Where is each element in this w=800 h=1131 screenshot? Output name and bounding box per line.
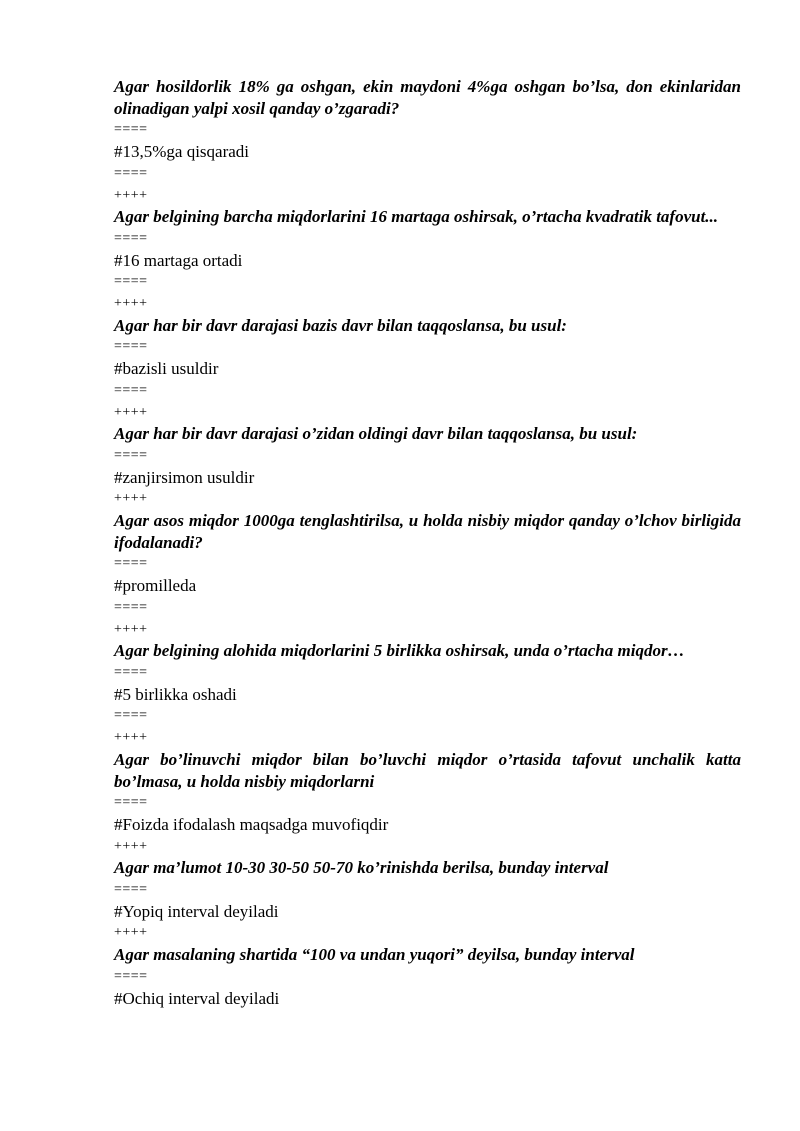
answer-separator: ==== (114, 122, 148, 138)
question-separator: ++++ (114, 925, 148, 941)
answer-separator: ==== (114, 795, 148, 811)
question-text: Agar belgining barcha miqdorlarini 16 martaga oshirsak, o’rtacha kvadratik tafovut... (114, 207, 719, 227)
answer-separator: ==== (114, 165, 148, 181)
answer-text: #Yopiq interval deyiladi (114, 901, 279, 921)
answer-text: #Foizda ifodalash maqsadga muvofiqdir (114, 814, 389, 834)
answer-separator: ==== (114, 274, 148, 290)
answer-separator: ==== (114, 447, 148, 463)
question-separator: ++++ (114, 621, 148, 637)
answer-text: #13,5%ga qisqaradi (114, 142, 250, 162)
answer-text: #zanjirsimon usuldir (114, 467, 255, 487)
question-separator: ++++ (114, 187, 148, 203)
answer-text: #Ochiq interval deyiladi (114, 988, 280, 1008)
answer-separator: ==== (114, 708, 148, 724)
question-text: Agar har bir davr darajasi bazis davr bilan taqqoslansa, bu usul: (114, 315, 567, 335)
question-text: Agar belgining alohida miqdorlarini 5 birlikka oshirsak, unda o’rtacha miqdor… (114, 641, 685, 661)
question-text: Agar bo’linuvchi miqdor bilan bo’luvchi miqdor o’rtasida tafovut unchalik katta bo’lmasa, u holda nisbiy miqdorlarni (114, 749, 741, 791)
answer-separator: ==== (114, 968, 148, 984)
question-separator: ++++ (114, 404, 148, 420)
answer-separator: ==== (114, 599, 148, 615)
document-page (114, 76, 741, 1009)
question-text: Agar masalaning shartida “100 va undan yuqori” deyilsa, bunday interval (114, 945, 635, 965)
answer-text: #16 martaga ortadi (114, 250, 243, 270)
answer-separator: ==== (114, 230, 148, 246)
answer-text: #5 birlikka oshadi (114, 684, 237, 704)
question-separator: ++++ (114, 491, 148, 507)
answer-separator: ==== (114, 339, 148, 355)
answer-separator: ==== (114, 882, 148, 898)
question-text: Agar ma’lumot 10-30 30-50 50-70 ko’rinishda berilsa, bunday interval (114, 858, 609, 878)
question-text: Agar har bir davr darajasi o’zidan oldingi davr bilan taqqoslansa, bu usul: (114, 424, 638, 444)
answer-text: #bazisli usuldir (114, 359, 219, 379)
answer-separator: ==== (114, 664, 148, 680)
question-separator: ++++ (114, 838, 148, 854)
answer-text: #promilleda (114, 576, 197, 596)
answer-separator: ==== (114, 382, 148, 398)
answer-separator: ==== (114, 556, 148, 572)
question-text: Agar hosildorlik 18% ga oshgan, ekin maydoni 4%ga oshgan bo’lsa, don ekinlaridan olinadigan yalpi xosil qanday o’zgaradi? (114, 77, 741, 118)
question-separator: ++++ (114, 296, 148, 312)
question-separator: ++++ (114, 730, 148, 746)
question-text: Agar asos miqdor 1000ga tenglashtirilsa, u holda nisbiy miqdor qanday o’lchov birligida ifodalanadi? (114, 511, 741, 552)
